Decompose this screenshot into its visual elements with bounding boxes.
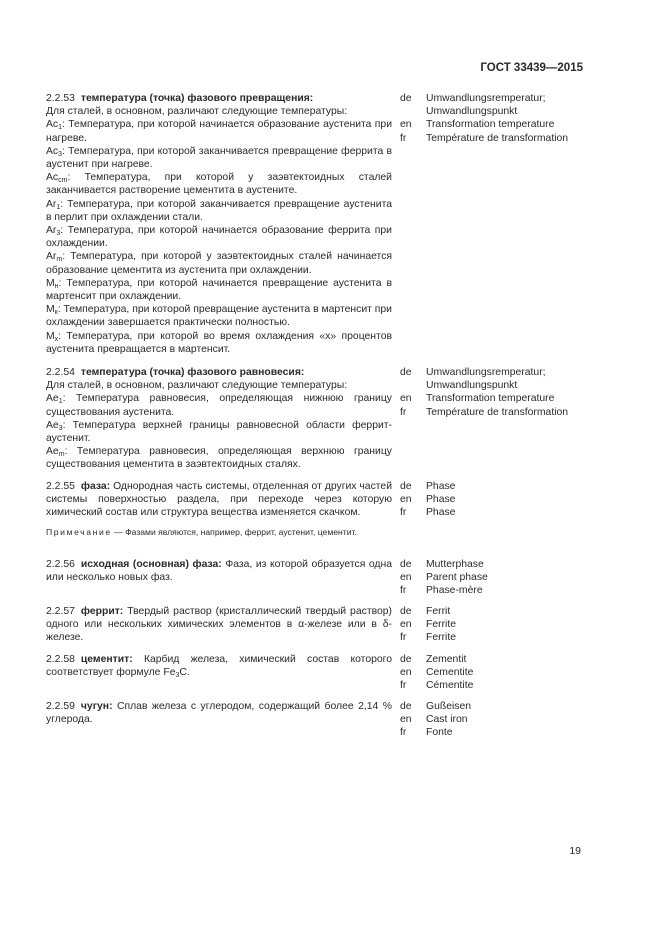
entry-number: 2.2.55 — [46, 481, 75, 492]
entry-line: $Ae_3$: Температура верхней границы равновесной области феррит-аустенит. — [46, 419, 392, 445]
translation-en: en Ferrite — [400, 619, 457, 631]
entry-line: $Ar_3$: Температура, при которой начинается образование феррита при охлаждении. — [46, 225, 392, 250]
entry-line: $Ae_m$: Температура равновесия, определяющая верхнюю границу существования цементита в заэвтектоидных сталях. — [46, 446, 392, 471]
translation-de: de Umwandlungsremperatur; — [400, 93, 546, 104]
entry-line: $Ac_3$: Температура, при которой заканчивается превращение феррита в аустенит при нагреве. — [46, 145, 392, 171]
translation-de: de Phase — [400, 481, 456, 492]
translation-de: de Zementit — [400, 654, 467, 665]
note-label: Примечание — [46, 526, 112, 537]
translations — [400, 653, 616, 693]
entry-number: 2.2.58 — [46, 654, 75, 665]
translation-en: en Cast iron — [400, 714, 468, 726]
entry-line: $Ac_1$: Температура, при которой начинается образование аустенита при нагреве. — [46, 119, 392, 144]
entry-line: Для сталей, в основном, различают следующие температуры: — [46, 380, 348, 392]
translation-de-cont: Umwandlungspunkt — [426, 380, 518, 392]
entry-line: $Ac_{cm}$: Температура, при которой у заэвтектоидных сталей заканчивается растворение цементита в аустените. — [46, 172, 392, 197]
entry-text — [46, 366, 392, 472]
translation-fr: fr Phase-mère — [400, 585, 483, 597]
translations — [400, 605, 616, 645]
entry-text — [46, 480, 392, 538]
translation-en: en Cementite — [400, 667, 474, 679]
translation-fr: fr Phase — [400, 507, 456, 519]
translations — [400, 92, 616, 145]
entry-text — [46, 558, 392, 584]
translations — [400, 480, 616, 520]
entry-note — [46, 526, 392, 538]
entry-term: температура (точка) фазового превращения: — [80, 93, 314, 104]
page-number: 19 — [569, 845, 581, 857]
translation-de: de Mutterphase — [400, 559, 484, 570]
entry-line: $M_н$: Температура, при которой начинается превращение аустенита в мартенсит при охлаждении. — [46, 277, 392, 303]
entry-number: 2.2.57 — [46, 606, 75, 617]
entry-line: Для сталей, в основном, различают следующие температуры: — [46, 106, 348, 118]
entry-line: $M_к$: Температура, при которой превращение аустенита в мартенсит при охлаждении завершается практически полностью. — [46, 304, 392, 329]
entry-term: чугун: — [80, 701, 113, 712]
entry-line: $Ar_1$: Температура, при которой заканчивается превращение аустенита в перлит при охлаждении стали. — [46, 198, 392, 223]
translation-de: de Gußeisen — [400, 701, 472, 712]
entry-text — [46, 92, 392, 356]
entry-line: $Ae_1$: Температура равновесия, определяющая нижнюю границу существования аустенита. — [46, 393, 392, 418]
translation-fr: fr Température de transformation — [400, 132, 569, 144]
entry-definition: Однородная часть системы, отделенная от других частей системы поверхностью раздела, при переходе через которую химический состав или структура вещества изменяется скачком. — [46, 481, 393, 519]
entry-line: $M_х$: Температура, при которой во время охлаждения «х» процентов аустенита превращается в мартенсит. — [46, 330, 392, 355]
translations — [400, 366, 616, 419]
entry-number: 2.2.59 — [46, 701, 75, 712]
translation-de-cont: Umwandlungspunkt — [426, 106, 518, 118]
translation-fr: fr Fonte — [400, 727, 453, 739]
entry-text — [46, 700, 392, 726]
translations — [400, 558, 616, 598]
translation-en: en Transformation temperature — [400, 393, 555, 405]
entry-definition: Карбид железа, химический состав которого соответствует формуле $Fe_3C$. — [46, 654, 393, 680]
entry-definition: Фаза, из которой образуется одна или несколько новых фаз. — [46, 559, 392, 584]
entry-definition: Твердый раствор (кристаллический твердый раствор) одного или нескольких химических элементов в α-железе или в δ-железе. — [46, 606, 392, 644]
entry-term: феррит: — [80, 606, 124, 617]
entry-number: 2.2.56 — [46, 559, 75, 570]
entry-term: температура (точка) фазового равновесия: — [80, 367, 305, 378]
translation-en: en Phase — [400, 494, 456, 506]
entry-term: исходная (основная) фаза: — [80, 559, 222, 570]
translations — [400, 700, 616, 740]
entry-definition: Сплав железа с углеродом, содержащий более 2,14 % углерода. — [46, 701, 392, 726]
translation-fr: fr Cémentite — [400, 680, 474, 692]
entry-text — [46, 653, 392, 679]
entry-number: 2.2.53 — [46, 93, 75, 104]
note-text: — Фазами являются, например, феррит, аустенит, цементит. — [111, 526, 357, 537]
entry-text — [46, 605, 392, 645]
translation-en: en Parent phase — [400, 572, 488, 584]
entry-number: 2.2.54 — [46, 367, 75, 378]
entry-line: $Ar_m$: Температура, при которой у заэвтектоидных сталей начинается образование цементита из аустенита при охлаждении. — [46, 251, 392, 276]
translation-en: en Transformation temperature — [400, 119, 555, 131]
translation-fr: fr Température de transformation — [400, 406, 569, 418]
standard-designation: ГОСТ 33439—2015 — [480, 62, 583, 74]
entry-term: цементит: — [80, 654, 133, 665]
translation-fr: fr Ferrite — [400, 632, 457, 644]
translation-de: de Ferrit — [400, 606, 451, 617]
translation-de: de Umwandlungsremperatur; — [400, 367, 546, 378]
entry-term: фаза: — [80, 481, 111, 492]
